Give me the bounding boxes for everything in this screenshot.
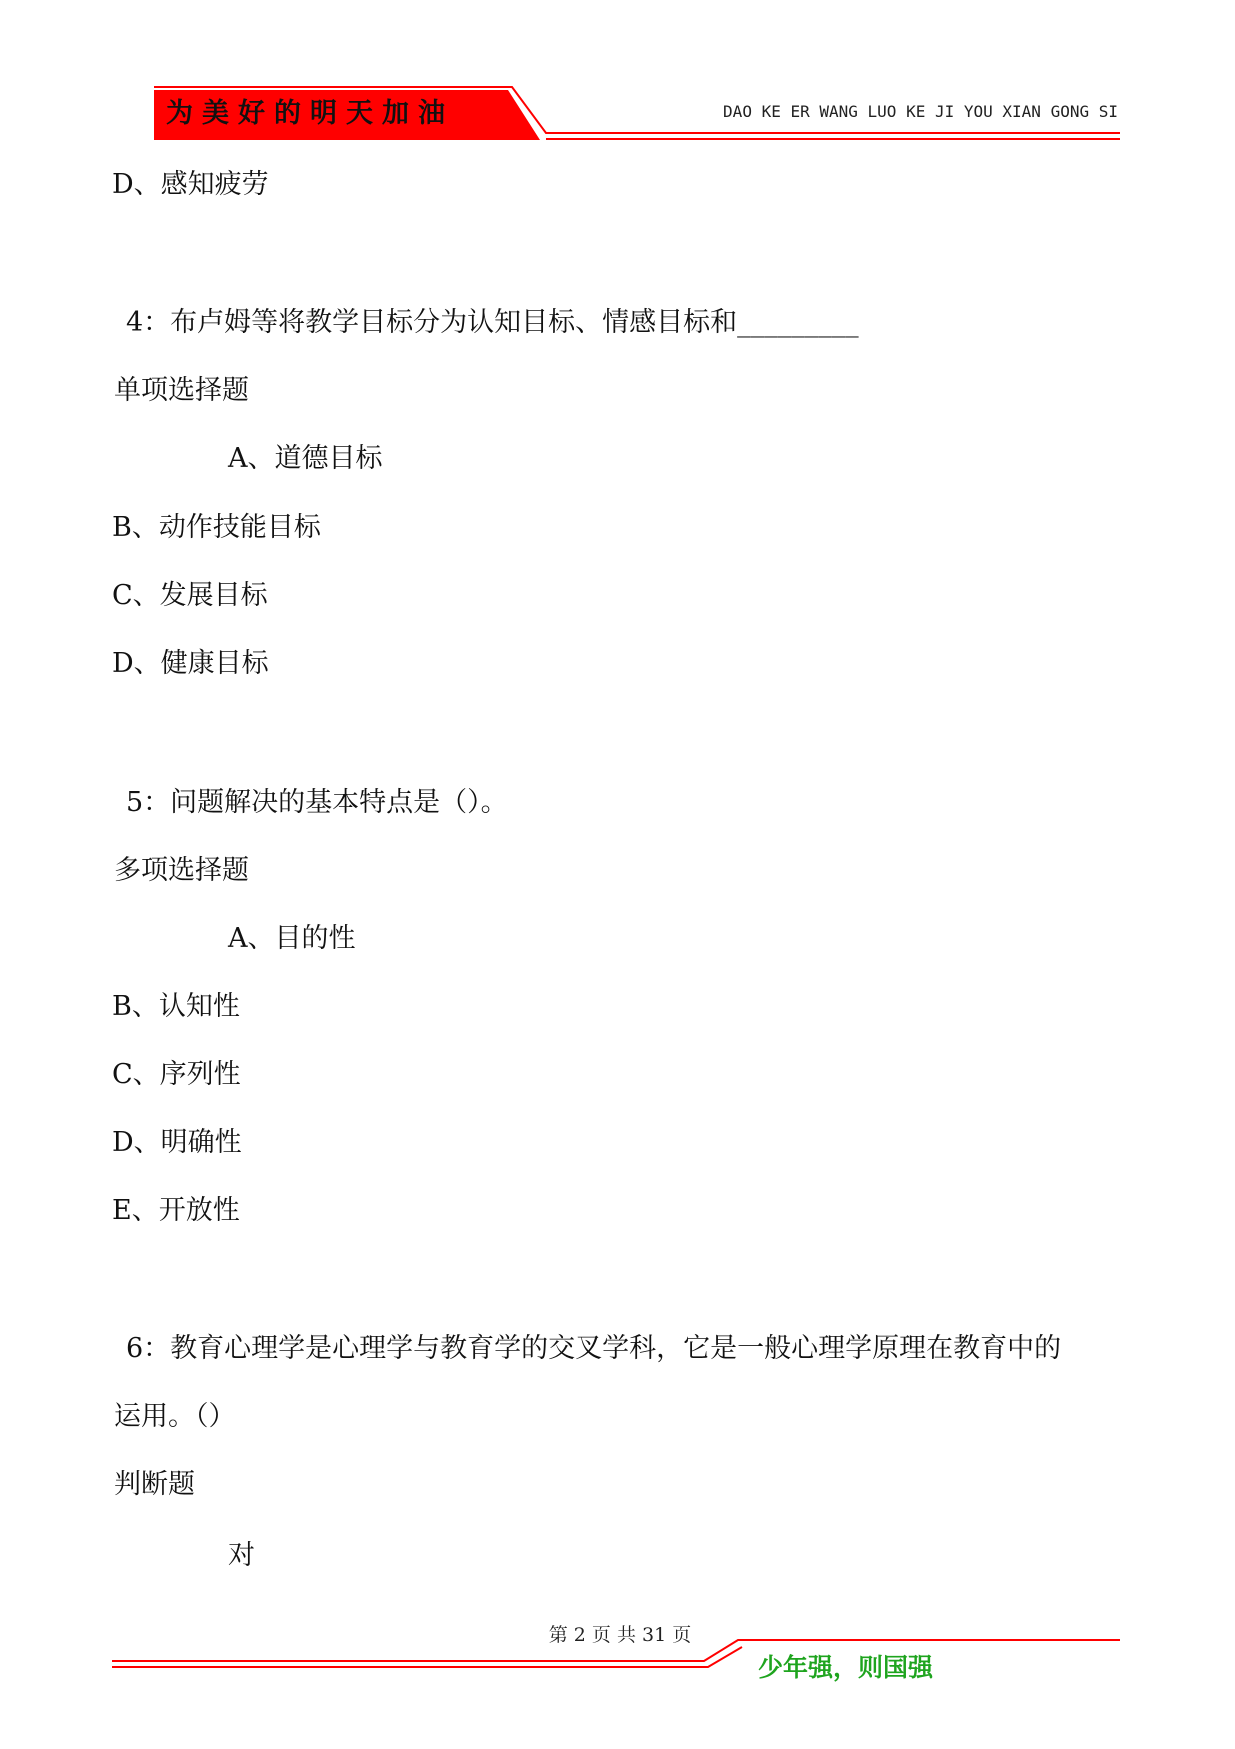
question-5-type: 多项选择题 xyxy=(114,855,249,886)
question-5-option-e: E、开放性 xyxy=(112,1195,240,1226)
footer-slogan: 少年强，则国强 xyxy=(758,1653,934,1682)
question-6-stem-line2: 运用。（） xyxy=(114,1401,236,1432)
question-5-option-b: B、认知性 xyxy=(112,991,240,1022)
footer-rule-graphic xyxy=(0,1600,1235,1700)
question-5-option-c: C、序列性 xyxy=(112,1059,241,1090)
question-4-stem: 4：布卢姆等将教学目标分为认知目标、情感目标和_________ xyxy=(126,307,859,338)
question-4-type: 单项选择题 xyxy=(114,375,249,406)
header-company-name: DAO KE ER WANG LUO KE JI YOU XIAN GONG SI xyxy=(723,102,1118,121)
question-5-option-a: A、目的性 xyxy=(228,923,356,954)
question-5-option-d: D、明确性 xyxy=(112,1127,242,1158)
header-slogan: 为美好的明天加油 xyxy=(166,98,454,129)
question-6-type: 判断题 xyxy=(114,1469,195,1500)
page-number: 第 2 页 共 31 页 xyxy=(548,1624,692,1646)
question-4-option-a: A、道德目标 xyxy=(228,443,383,474)
question-6-option-true: 对 xyxy=(228,1540,255,1571)
question-4-option-d: D、健康目标 xyxy=(112,648,269,679)
question-4-option-b: B、动作技能目标 xyxy=(112,512,321,543)
question-4-option-c: C、发展目标 xyxy=(112,580,268,611)
question-5-stem: 5：问题解决的基本特点是（）。 xyxy=(126,787,508,818)
question-6-stem-line1: 6：教育心理学是心理学与教育学的交叉学科，它是一般心理学原理在教育中的 xyxy=(126,1333,1062,1364)
prev-option-d: D、感知疲劳 xyxy=(112,169,269,200)
